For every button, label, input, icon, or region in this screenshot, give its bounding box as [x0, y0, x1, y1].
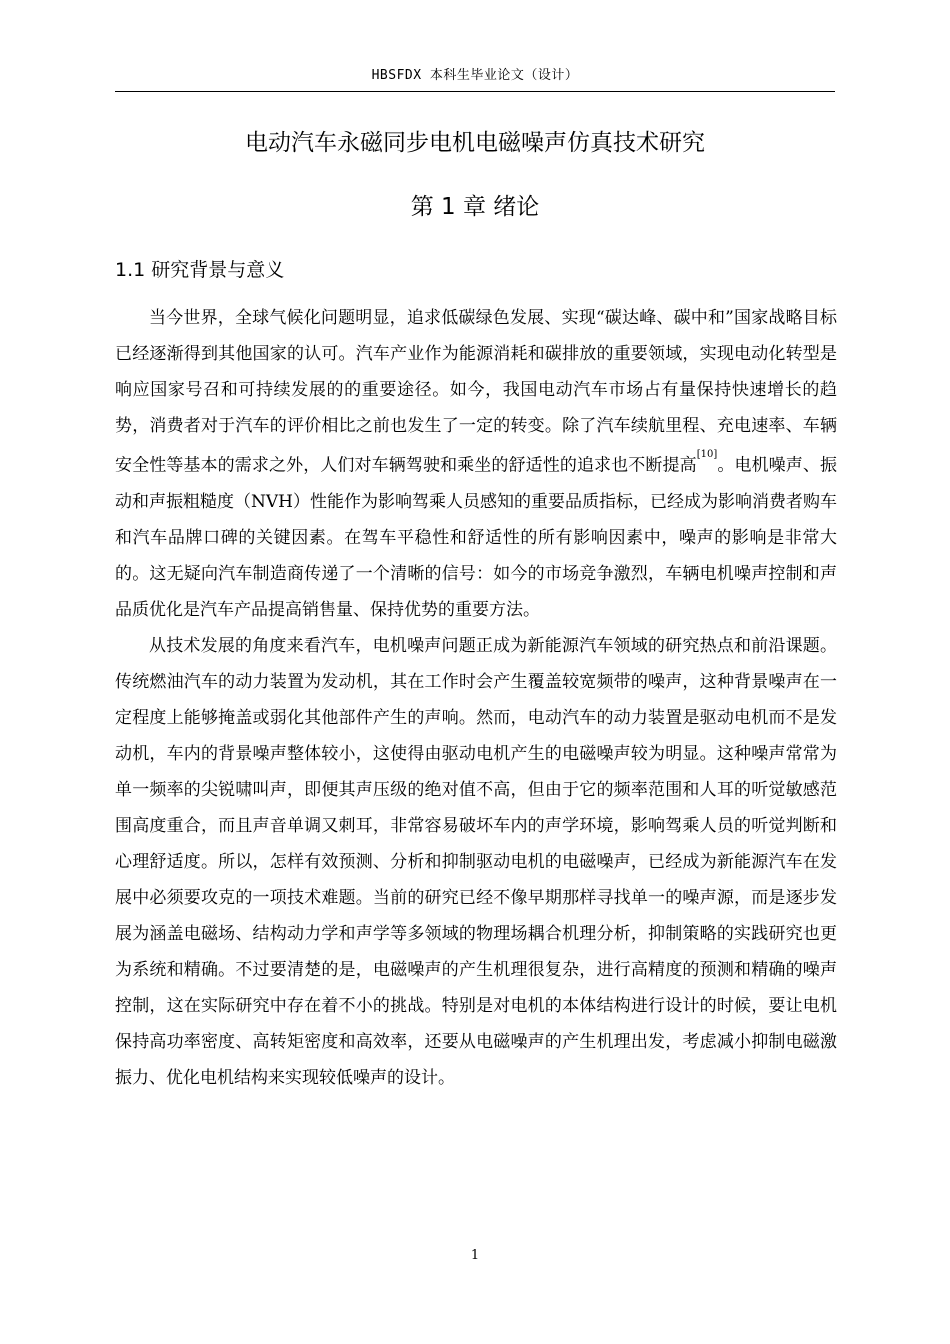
paragraph-1: [115, 300, 837, 628]
paragraph-1-text-a: 当今世界，全球气候化问题明显，追求低碳绿色发展、实现“碳达峰、碳中和”国家战略目标已经逐渐得到其他国家的认可。汽车产业作为能源消耗和碳排放的重要领域，实现电动化转型是响应国家号召和可持续发展的的重要途径。如今，我国电动汽车市场占有量保持快速增长的趋势，消费者对于汽车的评价相比之前也发生了一定的转变。除了汽车续航里程、充电速率、车辆安全性等基本的需求之外，人们对车辆驾驶和乘坐的舒适性的追求也不断提高: [115, 308, 837, 476]
running-header: HBSFDX 本科生毕业论文（设计）: [371, 68, 579, 83]
paragraph-2: 从技术发展的角度来看汽车，电机噪声问题正成为新能源汽车领域的研究热点和前沿课题。传统燃油汽车的动力装置为发动机，其在工作时会产生覆盖较宽频带的噪声，这种背景噪声在一定程度上能够掩盖或弱化其他部件产生的声响。然而，电动汽车的动力装置是驱动电机而不是发动机，车内的背景噪声整体较小，这使得由驱动电机产生的电磁噪声较为明显。这种噪声常常为单一频率的尖锐啸叫声，即便其声压级的绝对值不高，但由于它的频率范围和人耳的听觉敏感范围高度重合，而且声音单调又刺耳，非常容易破坏车内的声学环境，影响驾乘人员的听觉判断和心理舒适度。所以，怎样有效预测、分析和抑制驱动电机的电磁噪声，已经成为新能源汽车在发展中必须要攻克的一项技术难题。当前的研究已经不像早期那样寻找单一的噪声源，而是逐步发展为涵盖电磁场、结构动力学和声学等多领域的物理场耦合机理分析，抑制策略的实践研究也更为系统和精确。不过要清楚的是，电磁噪声的产生机理很复杂，进行高精度的预测和精确的噪声控制，这在实际研究中存在着不小的挑战。特别是对电机的本体结构进行设计的时候，要让电机保持高功率密度、高转矩密度和高效率，还要从电磁噪声的产生机理出发，考虑减小抑制电磁激振力、优化电机结构来实现较低噪声的设计。: [115, 635, 837, 1088]
section-title: 1.1 研究背景与意义: [115, 259, 285, 281]
header-divider: [115, 91, 835, 92]
page-number: 1: [470, 1248, 480, 1263]
paragraph-1-text-b: 。电机噪声、振动和声振粗糙度（NVH）性能作为影响驾乘人员感知的重要品质指标，已经成为影响消费者购车和汽车品牌口碑的关键因素。在驾车平稳性和舒适性的所有影响因素中，噪声的影响是非常大的。这无疑向汽车制造商传递了一个清晰的信号：如今的市场竞争激烈，车辆电机噪声控制和声品质优化是汽车产品提高销售量、保持优势的重要方法。: [115, 455, 838, 620]
document-title: 电动汽车永磁同步电机电磁噪声仿真技术研究: [245, 130, 705, 156]
citation-marker: [10]: [696, 449, 718, 460]
body-text: [115, 300, 837, 1096]
chapter-title: 第 1 章 绪论: [410, 194, 540, 220]
